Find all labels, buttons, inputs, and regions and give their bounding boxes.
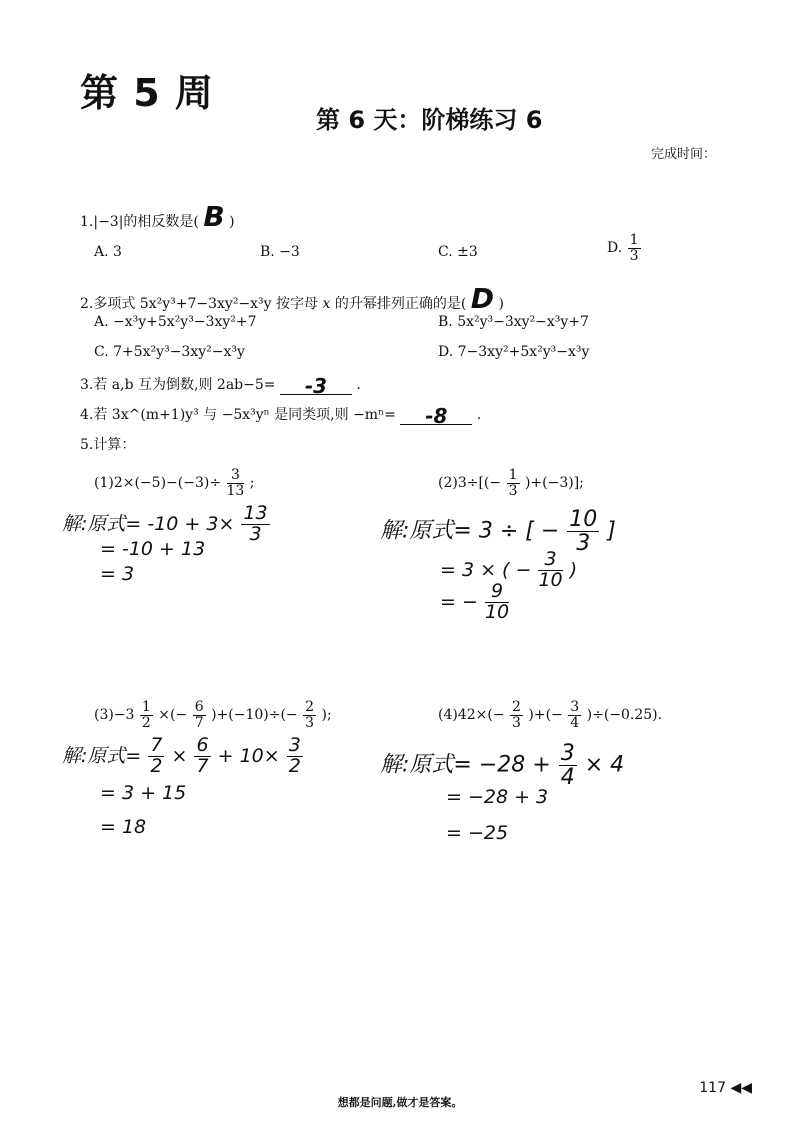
question-4 (80, 404, 482, 428)
fraction-denominator: 10 (484, 600, 510, 623)
q2-option-b: B. 5x²y³−3xy²−x³y+7 (438, 314, 589, 330)
fraction-numerator: 2 (305, 699, 315, 715)
question-5: 5.计算： (80, 437, 136, 453)
q5p1-problem: (1)2×(−5)−(−3)÷ (94, 475, 222, 492)
q5p2-work-line-3 (440, 582, 510, 623)
q1-option-d-fraction (628, 233, 641, 263)
fraction-numerator: 3 (288, 734, 301, 756)
q2-close: ) (498, 296, 504, 312)
q1-option-a: A. 3 (94, 244, 122, 260)
q2-stem-post: 的升幂排列正确的是( (334, 296, 467, 312)
q1-option-d (607, 233, 642, 263)
q2-option-d: D. 7−3xy²+5x²y³−x³y (438, 344, 590, 360)
q2-stem-var: x (322, 296, 331, 312)
fraction-numerator: 3 (570, 699, 580, 715)
q5p2-work-line-1 (380, 508, 616, 555)
q2-option-c: C. 7+5x²y³−3xy²−x³y (94, 344, 245, 360)
fraction-denominator: 7 (196, 754, 209, 777)
q1-option-b: B. −3 (260, 244, 300, 260)
q5p3-work-line-3: = 18 (100, 816, 147, 838)
q5-part-1 (94, 468, 255, 498)
fraction-numerator: 6 (194, 699, 204, 715)
q5p4-fraction-1 (510, 700, 523, 730)
work-text: + 10× (217, 744, 280, 767)
fraction-numerator: 1 (629, 232, 639, 248)
work-text: 解:原式= -10 + 3× (62, 512, 235, 535)
q5p3-problem-pre: (3)−3 (94, 707, 135, 724)
q5p3-work-line-2: = 3 + 15 (100, 782, 187, 804)
q5p3-work-fraction-3 (287, 736, 303, 777)
q5p2-work-fraction-3 (485, 582, 509, 623)
q1-answer: B (203, 200, 225, 233)
q5p1-work-line-3: = 3 (100, 563, 135, 585)
q1-close: ) (229, 214, 235, 230)
q3-stem: 3.若 a,b 互为倒数,则 2ab−5= (80, 377, 276, 393)
work-text: 解:原式= 3 ÷ [ − (380, 518, 560, 544)
work-text: ] (607, 518, 616, 544)
q5p4-work-fraction-1 (559, 742, 577, 789)
q5p1-end: ; (249, 475, 255, 492)
question-2 (80, 282, 504, 315)
fraction-numerator: 9 (485, 582, 509, 603)
fraction-numerator: 1 (508, 467, 518, 483)
question-3 (80, 374, 361, 398)
fraction-denominator: 3 (508, 482, 518, 499)
q5p4-work-line-1 (380, 742, 624, 789)
work-text: × (171, 744, 188, 767)
q4-stem: 4.若 3x^(m+1)y³ 与 −5x³yⁿ 是同类项,则 −mⁿ= (80, 407, 396, 423)
q5p3-work-fraction-2 (194, 736, 210, 777)
q5p1-fraction (227, 468, 245, 498)
q5p3-problem-mid2: )+(−10)÷(− (211, 707, 298, 724)
fraction-denominator: 10 (538, 568, 563, 591)
fraction-numerator: 10 (569, 507, 598, 532)
q5-part-3 (94, 700, 332, 730)
q2-option-a: A. −x³y+5x²y³−3xy²+7 (94, 314, 257, 330)
fraction-numerator: 3 (560, 741, 575, 766)
q2-stem-pre: 2.多项式 5x²y³+7−3xy²−x³y 按字母 (80, 296, 319, 312)
fraction-numerator: 13 (243, 502, 268, 524)
fraction-denominator: 3 (576, 531, 591, 557)
completion-time-label: 完成时间： (650, 147, 716, 162)
q5-part-4 (438, 700, 662, 730)
fraction-numerator: 3 (227, 468, 245, 484)
day-title: 第 6 天：阶梯练习 6 (316, 106, 543, 134)
q3-end: . (356, 377, 361, 393)
fraction-numerator: 2 (512, 699, 521, 715)
q5p3-work-line-1 (62, 736, 304, 777)
q5p3-work-fraction-1 (148, 736, 164, 777)
page-number: 117 (699, 1080, 726, 1096)
work-text: = 3 × ( − (440, 558, 532, 581)
q5p4-work-line-3: = −25 (446, 822, 509, 844)
q5p3-fraction-2 (303, 700, 316, 730)
q5p4-fraction-2 (568, 700, 581, 730)
q3-answer-blank (280, 374, 352, 398)
work-text: × 4 (584, 752, 625, 778)
work-text: 解:原式= −28 + (380, 752, 551, 778)
q5p3-problem-post: ); (321, 707, 332, 724)
work-text: 解:原式= (62, 744, 142, 767)
q4-end: . (476, 407, 482, 423)
q3-answer: -3 (304, 374, 328, 398)
q5p4-problem-post: )÷(−0.25). (586, 707, 663, 724)
fraction-denominator: 4 (560, 765, 575, 791)
q5-part-2 (438, 468, 584, 498)
fraction-denominator: 3 (629, 247, 639, 264)
work-text: = − (440, 590, 478, 613)
q5p2-fraction (507, 468, 520, 498)
q5p4-problem-mid: )+(− (528, 707, 563, 724)
work-text: ) (569, 558, 578, 581)
q1-option-d-label: D. (607, 240, 623, 257)
q5p3-mixed-fraction (140, 700, 153, 730)
question-1 (80, 200, 235, 233)
fraction-denominator: 7 (194, 714, 204, 731)
fraction-denominator: 4 (570, 714, 580, 731)
q5p2-work-fraction-1 (567, 508, 599, 555)
fraction-denominator: 2 (141, 714, 151, 731)
q1-option-c: C. ±3 (438, 244, 478, 260)
page-number-block (699, 1080, 752, 1096)
q5p3-problem-mid: ×(− (158, 707, 188, 724)
fraction-denominator: 3 (305, 714, 315, 731)
fraction-denominator: 3 (512, 714, 521, 731)
q5p2-problem-post: )+(−3)]; (524, 475, 584, 492)
fraction-denominator: 2 (150, 754, 163, 777)
footer-slogan: 想都是问题,做才是答案。 (337, 1096, 463, 1109)
fraction-denominator: 2 (288, 754, 301, 777)
q2-answer: D (470, 282, 495, 315)
fraction-numerator: 7 (150, 734, 163, 756)
q5p2-problem-pre: (2)3÷[(− (438, 475, 502, 492)
fraction-numerator: 6 (196, 734, 209, 756)
fraction-numerator: 3 (538, 550, 562, 571)
q5p4-work-line-2: = −28 + 3 (446, 786, 549, 808)
q5p4-problem-pre: (4)42×(− (438, 707, 505, 724)
q4-answer-blank (400, 404, 472, 428)
q5p3-fraction-1 (193, 700, 206, 730)
q4-answer: -8 (425, 404, 448, 428)
week-heading: 第 5 周 (80, 71, 214, 115)
q5p1-work-line-2: = -10 + 13 (100, 538, 206, 560)
q5p2-work-fraction-2 (538, 550, 562, 591)
q1-stem: 1.|−3|的相反数是( (80, 214, 199, 230)
fraction-denominator: 3 (249, 522, 262, 545)
q5p1-work-fraction (241, 504, 269, 545)
fraction-numerator: 1 (141, 699, 151, 715)
page-arrows-icon: ◀◀ (730, 1080, 752, 1096)
fraction-denominator: 13 (226, 482, 245, 499)
